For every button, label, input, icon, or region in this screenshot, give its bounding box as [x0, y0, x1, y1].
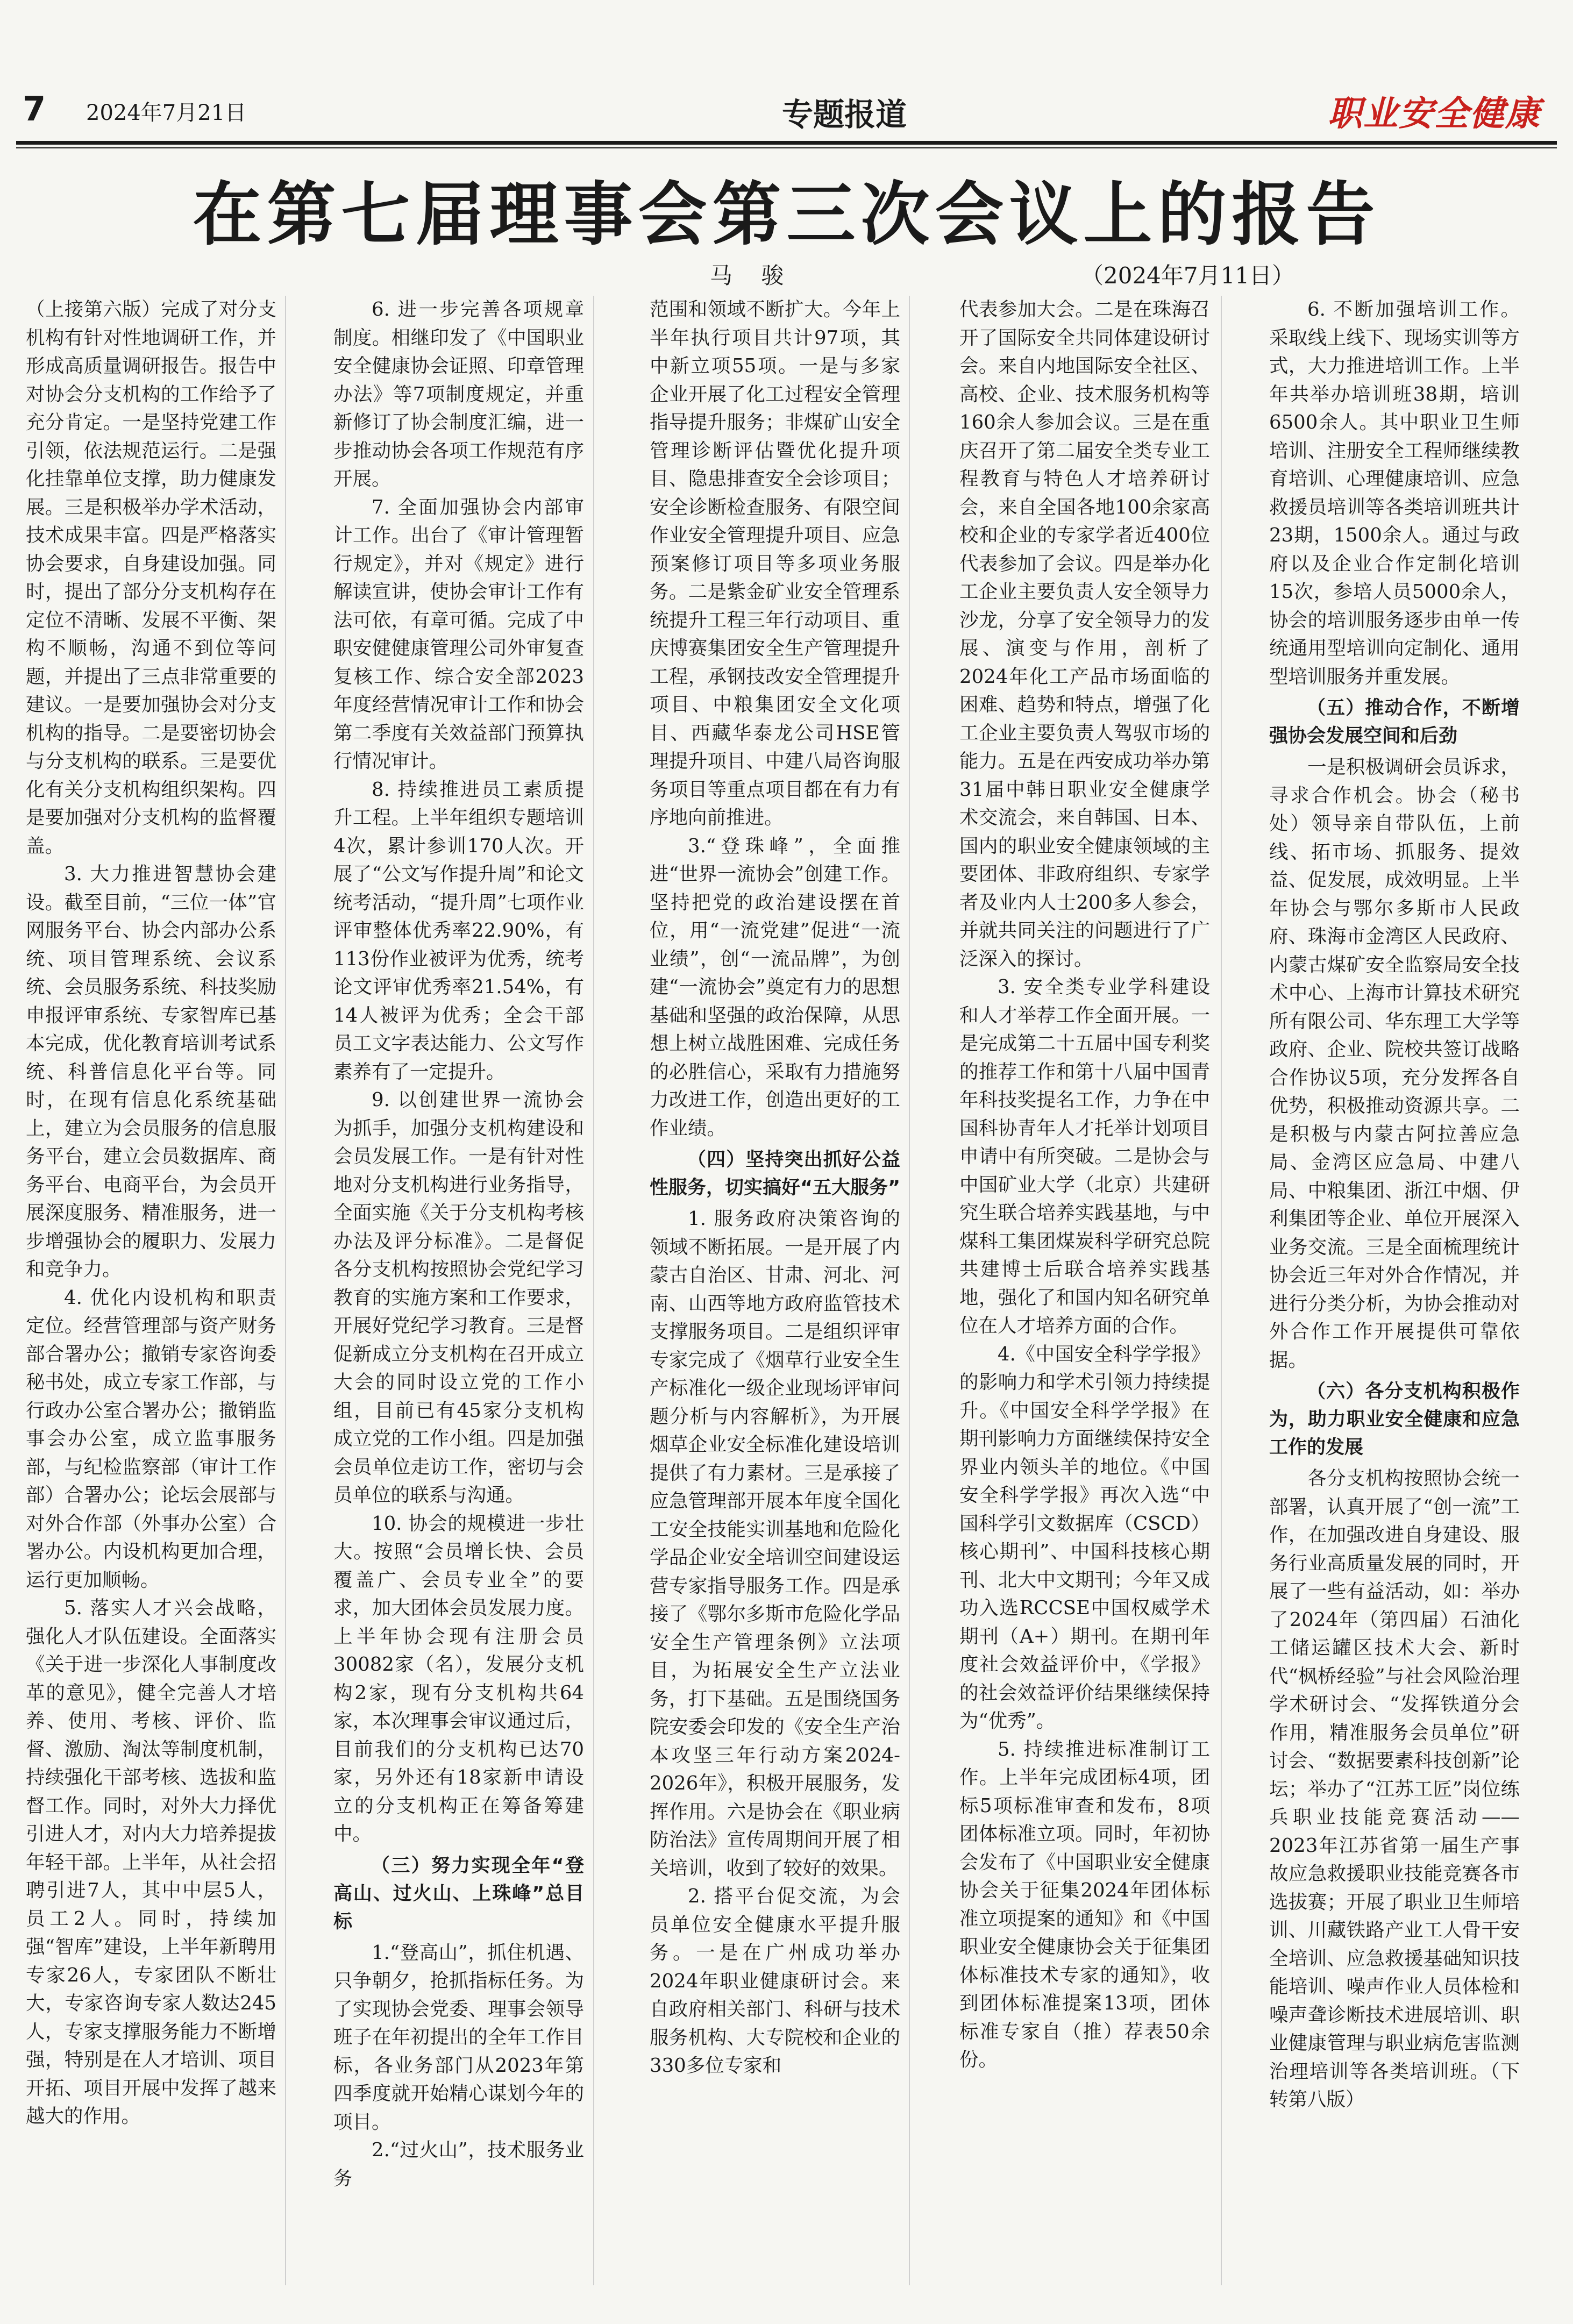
paragraph: 4. 优化内设机构和职责定位。经营管理部与资产财务部合署办公；撤销专家咨询委秘书处，成立专家工作部，与行政办公室合署办公；撤销监事会办公室，成立监事服务部，与纪检监察部（审计工作部）合署办公；论坛会展部与对外合作部（外事办公室）合署办公。内设机构更加合理，运行更加顺畅。 — [26, 1286, 276, 1591]
section-heading: （三）努力实现全年“登高山、过火山、上珠峰”总目标 — [333, 1855, 584, 1933]
paragraph: 3.“登珠峰”，全面推进“世界一流协会”创建工作。坚持把党的政治建设摆在首位，用“一流党建”促进“一流业绩”，创“一流品牌”，为创建“一流协会”奠定有力的思想基础和坚强的政治保障，从思想上树立战胜困难、完成任务的必胜信心，采取有力措施努力改进工作，创造出更好的工作业绩。 — [650, 835, 900, 1139]
text-column-5 — [1269, 296, 1520, 2285]
paragraph: 7. 全面加强协会内部审计工作。出台了《审计管理暂行规定》，并对《规定》进行解读宣讲，使协会审计工作有法可依，有章可循。完成了中职安健健康管理公司外审复查复核工作、综合安全部2023年度经营情况审计工作和协会第二季度有关效益部门预算执行情况审计。 — [333, 496, 584, 772]
paragraph: 各分支机构按照协会统一部署，认真开展了“创一流”工作，在加强改进自身建设、服务行业高质量发展的同时，开展了一些有益活动，如：举办了2024年（第四届）石油化工储运罐区技术大会、新时代“枫桥经验”与社会风险治理学术研讨会、“发挥铁道分会作用，精准服务会员单位”研讨会、“数据要素科技创新”论坛；举办了“江苏工匠”岗位练兵职业技能竞赛活动——2023年江苏省第一届生产事故应急救援职业技能竞赛各市选拔赛；开展了职业卫生师培训、川藏铁路产业工人骨干安全培训、应急救援基础知识技能培训、噪声作业人员体检和噪声聋诊断技术进展培训、职业健康管理与职业病危害监测治理培训等各类培训班。（下转第八版） — [1269, 1467, 1520, 2111]
meeting-date: （2024年7月11日） — [1081, 262, 1295, 289]
paragraph: 5. 落实人才兴会战略，强化人才队伍建设。全面落实《关于进一步深化人事制度改革的意见》，健全完善人才培养、使用、考核、评价、监督、激励、淘汰等制度机制，持续强化干部考核、选拔和监督工作。同时，对外大力择优引进人才，对内大力培养提拔年轻干部。上半年，从社会招聘引进7人，其中中层5人，员工2人。同时，持续加强“智库”建设，上半年新聘用专家26人，专家团队不断壮大，专家咨询专家人数达245人，专家支撑服务能力不断增强，特别是在人才培训、项目开拓、项目开展中发挥了越来越大的作用。 — [26, 1597, 276, 2127]
paragraph: 范围和领域不断扩大。今年上半年执行项目共计97项，其中新立项55项。一是与多家企业开展了化工过程安全管理指导提升服务；非煤矿山安全管理诊断评估暨优化提升项目、隐患排查安全会诊项目；安全诊断检查服务、有限空间作业安全管理提升项目、应急预案修订项目等多项业务服务。二是紫金矿业安全管理系统提升工程三年行动项目、重庆博赛集团安全生产管理提升工程，承钢技改安全管理提升项目、中粮集团安全文化项目、西藏华泰龙公司HSE管理提升项目、中建八局咨询服务项目等重点项目都在有力有序地向前推进。 — [650, 298, 900, 829]
issue-date: 2024年7月21日 — [86, 101, 247, 125]
page-number: 7 — [23, 89, 46, 129]
section-heading: （五）推动合作，不断增强协会发展空间和后劲 — [1269, 697, 1520, 747]
page-header — [16, 85, 1557, 139]
paragraph: （上接第六版）完成了对分支机构有针对性地调研工作，并形成高质量调研报告。报告中对协会分支机构的工作给予了充分肯定。一是坚持党建工作引领，依法规范运行。二是强化挂靠单位支撑，助力健康发展。三是积极举办学术活动，技术成果丰富。四是严格落实协会要求，自身建设加强。同时，提出了部分分支机构存在定位不清晰、发展不平衡、架构不顺畅，沟通不到位等问题，并提出了三点非常重要的建议。一是要加强协会对分支机构的指导。二是要密切协会与分支机构的联系。三是要优化有关分支机构组织架构。四是要加强对分支机构的监督覆盖。 — [26, 298, 276, 857]
header-rule-thin — [16, 147, 1557, 148]
text-column-3 — [650, 296, 900, 2285]
paragraph: 1. 服务政府决策咨询的领域不断拓展。一是开展了内蒙古自治区、甘肃、河北、河南、山西等地方政府监管技术支撑服务项目。二是组织评审专家完成了《烟草行业安全生产标准化一级企业现场评审问题分析与内容解析》，为开展烟草企业安全标准化建设培训提供了有力素材。三是承接了应急管理部开展本年度全国化工安全技能实训基地和危险化学品企业安全培训空间建设运营专家指导服务工作。四是承接了《鄂尔多斯市危险化学品安全生产管理条例》立法项目，为拓展安全生产立法业务，打下基础。五是围绕国务院安委会印发的《安全生产治本攻坚三年行动方案2024-2026年》，积极开展服务，发挥作用。六是协会在《职业病防治法》宣传周期间开展了相关培训，收到了较好的效果。 — [650, 1208, 900, 1879]
paragraph: 8. 持续推进员工素质提升工程。上半年组织专题培训4次，累计参训170人次。开展了“公文写作提升周”和论文统考活动，“提升周”七项作业评审整体优秀率22.90%，有113份作业被评为优秀，统考论文评审优秀率21.54%，有14人被评为优秀；全会干部员工文字表达能力、公文写作素养有了一定提升。 — [333, 778, 584, 1083]
article-title: 在第七届理事会第三次会议上的报告 — [193, 174, 1380, 255]
paragraph: 一是积极调研会员诉求，寻求合作机会。协会（秘书处）领导亲自带队伍，上前线、拓市场、抓服务、提效益、促发展，成效明显。上半年协会与鄂尔多斯市人民政府、珠海市金湾区人民政府、内蒙古煤矿安全监察局安全技术中心、上海市计算技术研究所有限公司、华东理工大学等政府、企业、院校共签订战略合作协议5项，充分发挥各自优势，积极推动资源共享。二是积极与内蒙古阿拉善应急局、金湾区应急局、中建八局、中粮集团、浙江中烟、伊利集团等企业、单位开展深入业务交流。三是全面梳理统计协会近三年对外合作情况，并进行分类分析，为协会推动对外合作工作开展提供可靠依据。 — [1269, 756, 1520, 1371]
column-divider — [909, 296, 910, 2285]
paragraph: 6. 不断加强培训工作。采取线上线下、现场实训等方式，大力推进培训工作。上半年共举办培训班38期，培训6500余人。其中职业卫生师培训、注册安全工程师继续教育培训、心理健康培训、应急救援员培训等各类培训班共计23期，1500余人。通过与政府以及企业合作定制化培训15次，参培人员5000余人，协会的培训服务逐步由单一传统通用型培训向定制化、通用型培训服务并重发展。 — [1269, 298, 1520, 688]
paragraph: 1.“登高山”，抓住机遇、只争朝夕，抢抓指标任务。为了实现协会党委、理事会领导班子在年初提出的全年工作目标，各业务部门从2023年第四季度就开始精心谋划今年的项目。 — [333, 1941, 584, 2133]
column-divider — [285, 296, 286, 2285]
paragraph: 3. 安全类专业学科建设和人才举荐工作全面开展。一是完成第二十五届中国专利奖的推荐工作和第十八届中国青年科技奖提名工作，力争在中国科协青年人才托举计划项目申请中有所突破。二是协会与中国矿业大学（北京）共建研究生联合培养实践基地，与中煤科工集团煤炭科学研究总院共建博士后联合培养实践基地，强化了和国内知名研究单位在人才培养方面的合作。 — [959, 976, 1210, 1337]
paragraph: 5. 持续推进标准制订工作。上半年完成团标4项，团标5项标准审查和发布，8项团体标准立项。同时，年初协会发布了《中国职业安全健康协会关于征集2024年团体标准立项提案的通知》和《中国职业安全健康协会关于征集团体标准技术专家的通知》，收到团体标准提案13项，团体标准专家自（推）荐表50余份。 — [959, 1738, 1210, 2071]
paragraph: 10. 协会的规模进一步壮大。按照“会员增长快、会员覆盖广、会员专业全”的要求，加大团体会员发展力度。上半年协会现有注册会员30082家（名），发展分支机构2家，现有分支机构共64家，本次理事会审议通过后，目前我们的分支机构已达70家，另外还有18家新申请设立的分支机构正在筹备筹建中。 — [333, 1512, 584, 1845]
paragraph: 3. 大力推进智慧协会建设。截至目前，“三位一体”官网服务平台、协会内部办公系统、项目管理系统、会议系统、会员服务系统、科技奖励申报评审系统、专家智库已基本完成，优化教育培训考试系统、科普信息化平台等。同时，在现有信息化系统基础上，建立为会员服务的信息服务平台，建立会员数据库、商务平台、电商平台，为会员开展深度服务、精准服务，进一步增强协会的履职力、发展力和竞争力。 — [26, 863, 276, 1280]
header-rule-thick — [16, 141, 1557, 145]
paragraph: 2. 搭平台促交流，为会员单位安全健康水平提升服务。一是在广州成功举办2024年职业健康研讨会。来自政府相关部门、科研与技术服务机构、大专院校和企业的330多位专家和 — [650, 1885, 900, 2077]
section-title: 专题报道 — [781, 96, 907, 133]
paragraph: 2.“过火山”，技术服务业务 — [333, 2139, 584, 2190]
paragraph: 4.《中国安全科学学报》的影响力和学术引领力持续提升。《中国安全科学学报》在期刊影响力方面继续保持安全界业内领头羊的地位。《中国安全科学学报》再次入选“中国科学引文数据库（CSCD）核心期刊”、中国科技核心期刊、北大中文期刊；今年又成功入选RCCSE中国权威学术期刊（A+）期刊。在期刊年度社会效益评价中，《学报》的社会效益评价结果继续保持为“优秀”。 — [959, 1343, 1210, 1732]
text-column-4 — [959, 296, 1210, 2285]
newspaper-logo: 职业安全健康 — [1328, 94, 1541, 134]
text-column-2 — [333, 296, 584, 2285]
column-divider — [593, 296, 594, 2285]
section-heading: （六）各分支机构积极作为，助力职业安全健康和应急工作的发展 — [1269, 1381, 1520, 1458]
paragraph: 9. 以创建世界一流协会为抓手，加强分支机构建设和会员发展工作。一是有针对性地对分支机构进行业务指导，全面实施《关于分支机构考核办法及评分标准》。二是督促各分支机构按照协会党纪学习教育的实施方案和工作要求，开展好党纪学习教育。三是督促新成立分支机构在召开成立大会的同时设立党的工作小组，目前已有45家分支机构成立党的工作小组。四是加强会员单位走访工作，密切与会员单位的联系与沟通。 — [333, 1089, 584, 1506]
paragraph: 6. 进一步完善各项规章制度。相继印发了《中国职业安全健康协会证照、印章管理办法》等7项制度规定，并重新修订了协会制度汇编，进一步推动协会各项工作规范有序开展。 — [333, 298, 584, 490]
section-heading: （四）坚持突出抓好公益性服务，切实搞好“五大服务” — [650, 1149, 900, 1199]
paragraph: 代表参加大会。二是在珠海召开了国际安全共同体建设研讨会。来自内地国际安全社区、高校、企业、技术服务机构等160余人参加会议。三是在重庆召开了第二届安全类专业工程教育与特色人才培养研讨会，来自全国各地100余家高校和企业的专家学者近400位代表参加了会议。四是举办化工企业主要负责人安全领导力沙龙，分享了安全领导力的发展、演变与作用，剖析了2024年化工产品市场面临的困难、趋势和特点，增强了化工企业主要负责人驾驭市场的能力。五是在西安成功举办第31届中韩日职业安全健康学术交流会，来自韩国、日本、国内的职业安全健康领域的主要团体、非政府组织、专家学者及业内人士200多人参会，并就共同关注的问题进行了广泛深入的探讨。 — [959, 298, 1210, 970]
text-column-1 — [26, 296, 276, 2285]
column-divider — [1221, 296, 1222, 2285]
article-author: 马 骏 — [710, 262, 795, 289]
